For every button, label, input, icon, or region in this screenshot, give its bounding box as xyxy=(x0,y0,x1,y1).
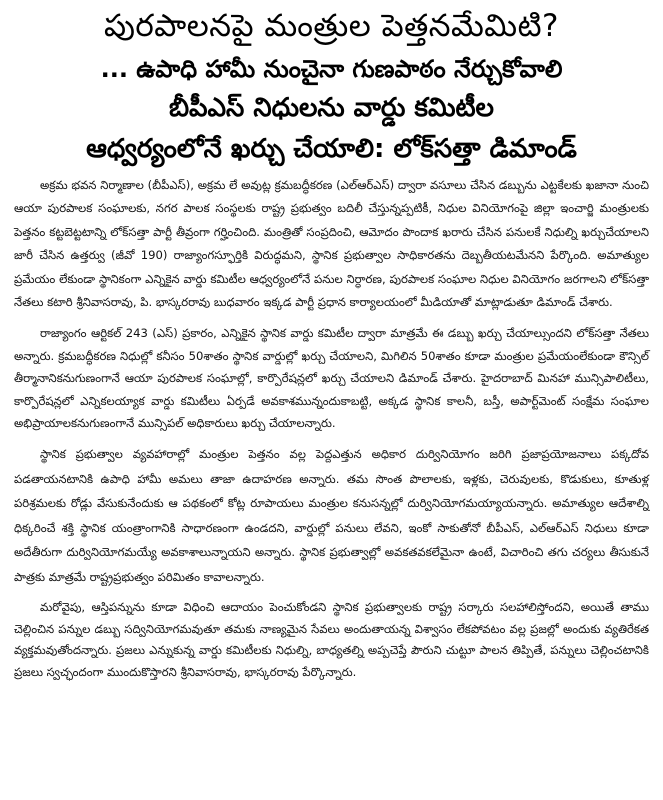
paragraph-4: మరోవైపు, ఆస్తిపన్నును కూడా విధించి ఆదాయం పెంచుకోండని స్థానిక ప్రభుత్వాలకు రాష్ట్ర సర్కారు సలహాలిస్తోందని, అయితే తాము చెల్లించిన పన్నుల డబ్బు సద్వినియోగమవుతూ తమకు నాణ్యమైన సేవలు అందుతాయన్న విశ్వాసం లేకపోవటం వల్ల ప్రజల్లో అందుకు వ్యతిరేకత వ్యక్తమవుతోందన్నారు. ప్రజలు ఎన్నుకున్న వార్డు కమిటీలకు నిధుల్ని, బాధ్యతల్ని అప్పచెప్తే పౌరుని చుట్టూ పాలన తిప్పితే, పన్నులు చెల్లించటానికి ప్రజలు స్వచ్ఛందంగా ముందుకొస్తారని శ్రీనివాసరావు, భాస్కరరావు పేర్కొన్నారు. xyxy=(14,599,649,679)
headline-line-3: బీపీఎస్ నిధులను వార్డు కమిటీల xyxy=(169,93,494,123)
headline-line-4: ఆధ్వర్యంలోనే ఖర్చు చేయాలి: లోక్‌సత్తా డిమాండ్ xyxy=(86,134,577,164)
paragraph-2: రాజ్యాంగం ఆర్టికల్ 243 (ఎస్) ప్రకారం, ఎన్నికైన స్థానిక వార్డు కమిటీల ద్వారా మాత్రమే ఈ డబ్బు ఖర్చు చేయాల్సుందని లోక్‌సత్తా నేతలు అన్నారు. క్రమబద్ధీకరణ నిధుల్లో కనీసం 50శాతం స్థానిక వార్డుల్లో ఖర్చు చేయాలని, మిగిలిన 50శాతం కూడా మంత్రుల ప్రమేయంలేకుండా కౌన్సిల్ తీర్మానానికనుగుణంగానే ఆయా పురపాలక సంఘాల్లో, కార్పొరేషన్లలో ఖర్చు చేయాలని డిమాండ్ చేశారు. హైదరాబాద్ మినహా మున్సిపాలిటీలు, కార్పొరేషన్లలో ఎన్నికలయ్యాక వార్డు కమిటీలు ఏర్పడే అవకాశమున్నందుకాబట్టి, అక్కడ స్థానిక కాలనీ, బస్తీ, అపార్ట్‌మెంట్ సంక్షేమ సంఘాల అభిప్రాయాలకనుగుణంగానే మున్సిపల్ అధికారులు ఖర్చు చేయాలన్నారు. xyxy=(14,326,649,431)
headline-main: పురపాలనపై మంత్రుల పెత్తనమేమిటి? xyxy=(103,8,559,44)
headline-sub: ... ఉపాధి హామీ నుంచైనా గుణపాఠం నేర్చుకోవాలి xyxy=(100,55,563,83)
paragraph-3: స్థానిక ప్రభుత్వాల వ్యవహారాల్లో మంత్రుల పెత్తనం వల్ల పెద్దఎత్తున అధికార దుర్వినియోగం జరిగి ప్రజాప్రయోజనాలు పక్కదోవ పడతాయనటానికి ఉపాధి హామీ అమలు తాజా ఉదాహరణ అన్నారు. తమ సొంత పొలాలకు, ఇళ్లకు, చెరువులకు, కొడుకులు, కూతుళ్ల పరిశ్రమలకు రోడ్లు వేసుకునేందుకు ఆ పథకంలో కోట్ల రూపాయలు మంత్రుల కనుసన్నల్లో దుర్వినియోగమయ్యాయన్నారు. అమాత్యుల ఆదేశాల్ని ధిక్కరించే శక్తి స్థానిక యంత్రాంగానికి సాధారణంగా ఉండదని, వార్డుల్లో పనులు లేవని, ఇంకో సాకుతోనో బీపీఎస్, ఎల్‌ఆర్‌ఎస్ నిధులు కూడా అదేతీరుగా దుర్వినియోగమయ్యే అవకాశాలున్నాయని అన్నారు. స్థానిక ప్రభుత్వాల్లో అవకతవకలేమైనా ఉంటే, విచారించి తగు చర్యలు తీసుకునే పాత్రకు మాత్రమే రాష్ట్రప్రభుత్వం పరిమితం కావాలన్నారు. xyxy=(14,447,649,584)
paragraph-1: అక్రమ భవన నిర్మాణాల (బీపీఎస్), అక్రమ లే అవుట్ల క్రమబద్ధీకరణ (ఎల్‌ఆర్‌ఎస్) ద్వారా వసూలు చేసిన డబ్బును ఎట్టకేలకు ఖజానా నుంచి ఆయా పురపాలక సంఘాలకు, నగర పాలక సంస్థలకు రాష్ట్ర ప్రభుత్వం బదిలీ చేస్తున్నప్పటికీ, నిధుల వినియోగంపై జిల్లా ఇంచార్జి మంత్రులకు పెత్తనం కట్టబెట్టటాన్ని లోక్‌సత్తా పార్టీ తీవ్రంగా గర్హించింది. మంత్రితో సంప్రదించి, ఆమోదం పొందాక ఖరారు చేసిన పనులకే నిధుల్ని ఖర్చుచేయాలని జారీ చేసిన ఉత్తర్వు (జీవో 190) రాజ్యాంగస్ఫూర్తికి విరుద్ధమని, స్థానిక ప్రభుత్వాల సాధికారతను దెబ్బతీయటమేనని పేర్కొంది. అమాత్యుల ప్రమేయం లేకుండా స్థానికంగా ఎన్నికైన వార్డు కమిటీల ఆధ్వర్యంలోనే పనుల నిర్ధారణ, పురపాలక సంఘాల నిధుల వినియోగం జరగాలని లోక్‌సత్తా నేతలు కటారి శ్రీనివాసరావు, పి. భాస్కరరావు బుధవారం ఇక్కడ పార్టీ ప్రధాన కార్యాలయంలో మీడియాతో మాట్లాడుతూ డిమాండ్ చేశారు. xyxy=(14,178,649,310)
